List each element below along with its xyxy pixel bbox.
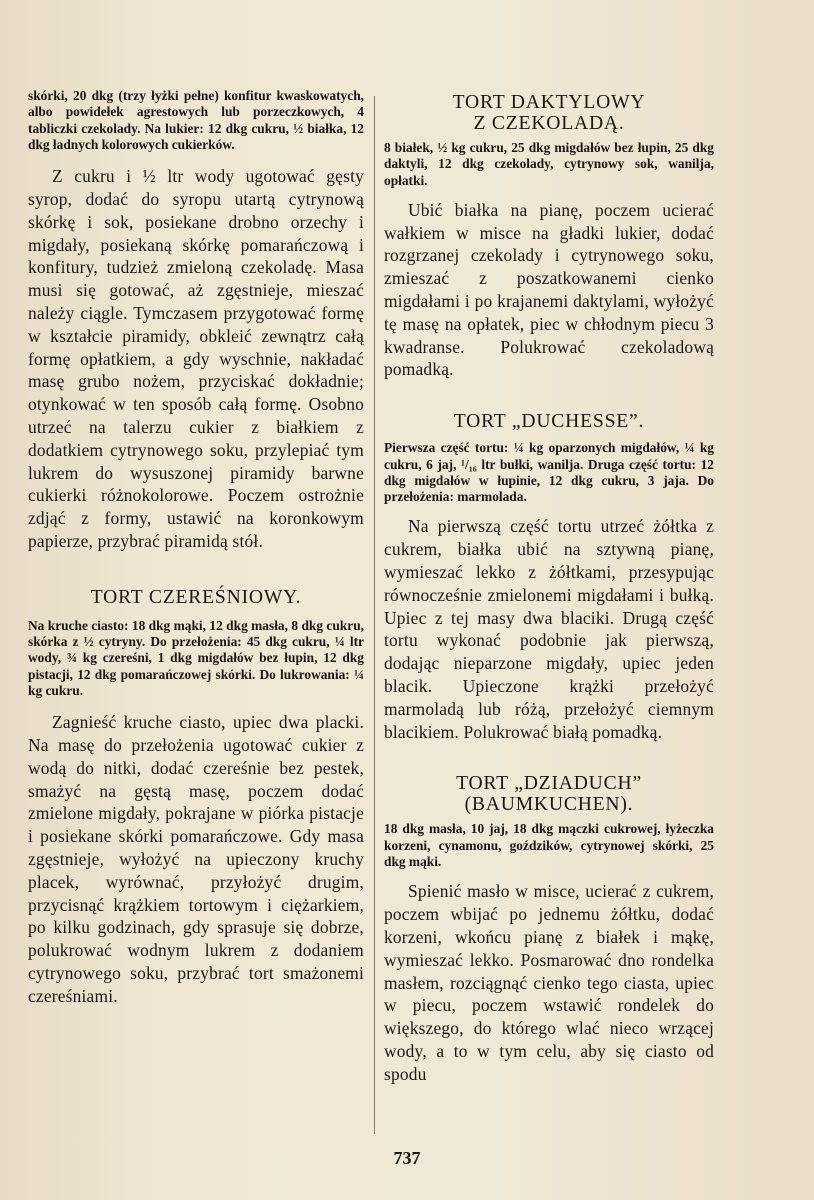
recipe-title-dziaduch-line2: (BAUMKUCHEN). (464, 794, 634, 816)
intro-ingredients: skórki, 20 dkg (trzy łyżki pełne) konfitur kwaskowatych, albo powidełek agrestowych lub porzeczkowych, 4 tabliczki czekolady. Na lukier: 12 dkg cukru, ½ białka, 12 dkg ładnych kolorowych cukierków. (28, 88, 364, 152)
recipe-text-czeresniowy: Zagnieść kruche ciasto, upiec dwa placki. Na masę do przełożenia ugotować cukier z wodą do nitki, dodać czereśnie bez pestek, smażyć na gęstą masę, poczem dodać zmielone migdały, pokrajane w piórka pistacje i posiekane skórki pomarańczowe. Gdy masa zgęstnieje, wyłożyć na upieczony kruchy placek, wyrównać, przyłożyć drugim, przycisnąć krążkiem tortowym i ciężarkiem, po kilku godzinach, gdy sprasuje się dobrze, polukrować wodnym lukrem z dodaniem cytrynowego soku, przybrać tort smażonemi czereśniami. (28, 712, 364, 1006)
recipe-text-dziaduch: Spienić masło w misce, ucierać z cukrem, poczem wbijać po jednemu żółtku, dodać korzeni, wkońcu pianę z białek i mąkę, wymieszać lekko. Posmarować dno rondelka masłem, rozciągnąć cienko tego ciasta, upiec w piecu, poczem wstawić rondelek do większego, do którego wlać nieco wrzącej wody, a to w tym celu, aby się ciasto od spodu (384, 881, 714, 1084)
left-column (28, 88, 364, 1008)
column-divider (374, 96, 375, 1134)
recipe-title-duchesse: TORT „DUCHESSE”. (453, 411, 645, 433)
page-number: 737 (393, 1148, 421, 1168)
recipe-title-daktylowy-line2: Z CZEKOLADĄ. (473, 113, 625, 134)
recipe-ingredients-duchesse: Pierwsza część tortu: ¼ kg oparzonych migdałów, ¼ kg cukru, 6 jaj, ¹/₁₆ ltr bułki, wanilja. Druga część tortu: 12 dkg migdałów w łupinie, 12 dkg cukru, 3 jaja. Do przełożenia: marmolada. (384, 440, 714, 505)
right-column (384, 88, 714, 1085)
recipe-ingredients-daktylowy: 8 białek, ½ kg cukru, 25 dkg migdałów bez łupin, 25 dkg daktyli, 12 dkg czekolady, cytrynowy sok, wanilja, opłatki. (384, 140, 714, 188)
recipe-title-dziaduch-line1: TORT „DZIADUCH” (456, 773, 642, 795)
recipe-text-daktylowy: Ubić białka na pianę, poczem ucierać wałkiem w misce na gładki lukier, dodać rozgrzanej czekolady i cytrynowego soku, zmieszać z poszatkowanemi cienko migdałami i po krajanemi daktylami, wyłożyć tę masę na opłatek, piec w chłodnym piecu 3 kwadranse. Polukrować czekoladową pomadką. (384, 199, 714, 380)
recipe-ingredients-dziaduch: 18 dkg masła, 10 jaj, 18 dkg mączki cukrowej, łyżeczka korzeni, cynamonu, goździków, cytrynowej skórki, 25 dkg mąki. (384, 821, 714, 870)
recipe-ingredients-czeresniowy: Na kruche ciasto: 18 dkg mąki, 12 dkg masła, 8 dkg cukru, skórka z ½ cytryny. Do przełożenia: 45 dkg cukru, ¼ ltr wody, ¾ kg czereśni, 1 dkg migdałów bez łupin, 12 dkg pistacji, 12 dkg pomarańczowej skórki. Do lukrowania: ¼ kg cukru. (28, 617, 364, 698)
recipe-title-daktylowy-line1: TORT DAKTYLOWY (452, 92, 646, 113)
intro-text: Z cukru i ½ ltr wody ugotować gęsty syrop, dodać do syropu utartą cytrynową skórkę i sok, posiekane drobno orzechy i migdały, posiekaną skórkę pomarańczową i konfitury, tudzież zmieloną czekoladę. Masa musi się gotować, aż zgęstnieje, mieszać należy ciągle. Tymczasem przygotować formę w kształcie piramidy, obkleić zewnątrz całą formę opłatkiem, a gdy wyschnie, nakładać masę grubo nożem, przyciskać dokładnie; otynkować w ten sposób całą formę. Osobno utrzeć na talerzu cukier z białkiem z dodatkiem cytrynowego soku, przylepiać tym lukrem do wysuszonej piramidy barwne cukierki różnokolorowe. Poczem ostrożnie zdjąć z formy, ustawić na koronkowym papierze, przybrać piramidą stół. (28, 166, 364, 551)
recipe-title-czeresniowy: TORT CZEREŚNIOWY. (90, 586, 302, 608)
recipe-text-duchesse: Na pierwszą część tortu utrzeć żółtka z cukrem, białka ubić na sztywną pianę, wymieszać lekko z żółtkami, przesypując równocześnie zmielonemi migdałami i bułką. Upiec z tej masy dwa blaciki. Drugą część tortu wykonać podobnie jak pierwszą, dodając nieparzone migdały, upiec jeden blacik. Upieczone krążki przełożyć marmoladą lub różą, przełożyć ciemnym blacikiem. Polukrować białą pomadką. (384, 516, 714, 742)
